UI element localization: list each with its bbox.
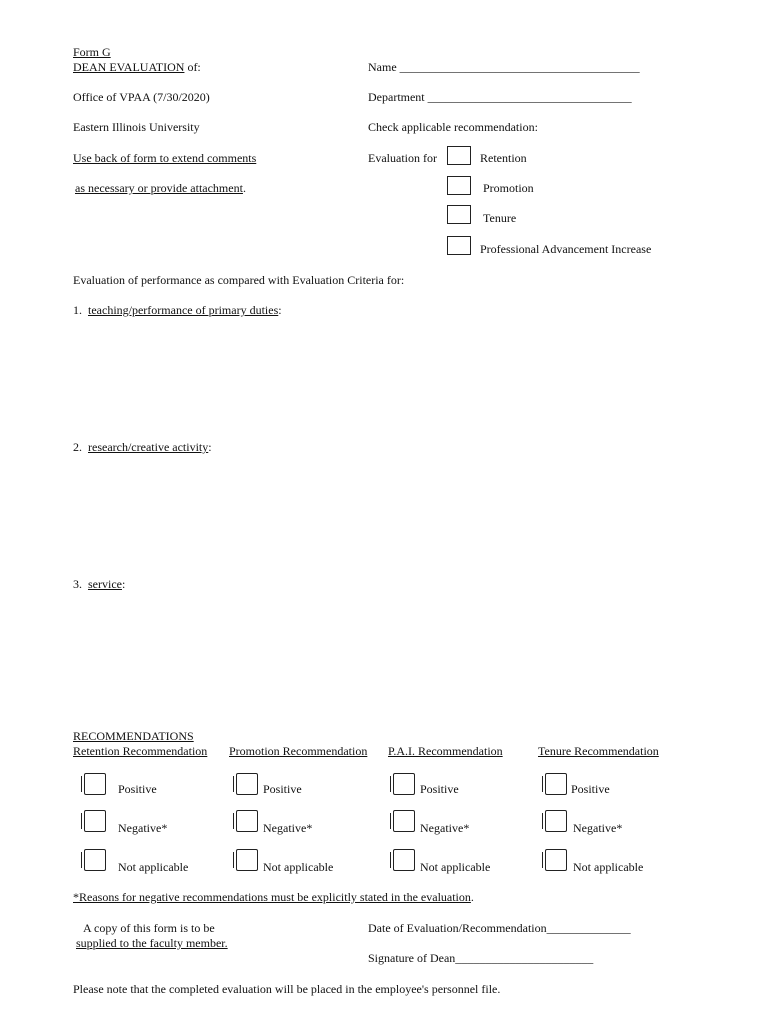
- retention-checkbox[interactable]: [447, 146, 471, 165]
- tenure-not-applicable-checkbox[interactable]: [545, 849, 567, 871]
- pai-checkbox[interactable]: [447, 236, 471, 255]
- copy-notice-line-2: supplied to the faculty member.: [76, 936, 228, 950]
- promotion-negative-label: Negative*: [263, 821, 313, 835]
- negative-footnote-text: *Reasons for negative recommendations must be explicitly stated in the evaluation: [73, 890, 471, 904]
- retention-positive-checkbox[interactable]: [84, 773, 106, 795]
- university-label: Eastern Illinois University: [73, 120, 200, 134]
- form-title: [73, 60, 201, 74]
- retention-negative-checkbox[interactable]: [84, 810, 106, 832]
- promotion-positive-checkbox[interactable]: [236, 773, 258, 795]
- promotion-option-label: Promotion: [483, 181, 534, 195]
- pai-negative-checkbox[interactable]: [393, 810, 415, 832]
- personnel-file-note: Please note that the completed evaluation will be placed in the employee's personnel file.: [73, 982, 501, 996]
- date-of-evaluation-field[interactable]: Date of Evaluation/Recommendation______________: [368, 921, 631, 935]
- promotion-positive-label: Positive: [263, 782, 302, 796]
- tenure-recommendation-heading: Tenure Recommendation: [538, 744, 659, 758]
- tenure-checkbox[interactable]: [447, 205, 471, 224]
- office-label: Office of VPAA (7/30/2020): [73, 90, 210, 104]
- comment-instruction-2-period: .: [242, 181, 246, 195]
- pai-not-applicable-label: Not applicable: [420, 860, 491, 874]
- pai-option-label: Professional Advancement Increase: [480, 242, 652, 256]
- retention-recommendation-heading: Retention Recommendation: [73, 744, 208, 758]
- pai-negative-label: Negative*: [420, 821, 470, 835]
- criteria-item-teaching: [73, 303, 282, 317]
- check-applicable-label: Check applicable recommendation:: [368, 120, 538, 134]
- criteria-label: service: [88, 577, 122, 591]
- pai-positive-label: Positive: [420, 782, 459, 796]
- pai-recommendation-heading: P.A.I. Recommendation: [388, 744, 503, 758]
- pai-positive-checkbox[interactable]: [393, 773, 415, 795]
- promotion-not-applicable-label: Not applicable: [263, 860, 334, 874]
- criteria-number: 3.: [73, 577, 82, 591]
- retention-negative-label: Negative*: [118, 821, 168, 835]
- recommendations-title: RECOMMENDATIONS: [73, 729, 194, 743]
- pai-not-applicable-checkbox[interactable]: [393, 849, 415, 871]
- tenure-negative-checkbox[interactable]: [545, 810, 567, 832]
- tenure-positive-checkbox[interactable]: [545, 773, 567, 795]
- retention-option-label: Retention: [480, 151, 527, 165]
- tenure-option-label: Tenure: [483, 211, 517, 225]
- criteria-number: 1.: [73, 303, 82, 317]
- criteria-suffix: :: [208, 440, 212, 454]
- comment-instruction-2-text: as necessary or provide attachment: [75, 181, 243, 195]
- department-field[interactable]: Department __________________________________: [368, 90, 632, 104]
- comment-instruction-2: [75, 181, 246, 195]
- retention-not-applicable-checkbox[interactable]: [84, 849, 106, 871]
- criteria-number: 2.: [73, 440, 82, 454]
- form-title-main: DEAN EVALUATION: [73, 60, 185, 74]
- tenure-not-applicable-label: Not applicable: [573, 860, 644, 874]
- comment-instruction-1: Use back of form to extend comments: [73, 151, 257, 165]
- promotion-negative-checkbox[interactable]: [236, 810, 258, 832]
- name-field[interactable]: Name ________________________________________: [368, 60, 640, 74]
- tenure-negative-label: Negative*: [573, 821, 623, 835]
- copy-notice-line-1: A copy of this form is to be: [83, 921, 215, 935]
- form-title-suffix: of:: [184, 60, 201, 74]
- criteria-label: research/creative activity: [88, 440, 209, 454]
- promotion-not-applicable-checkbox[interactable]: [236, 849, 258, 871]
- dean-signature-field[interactable]: Signature of Dean_______________________: [368, 951, 594, 965]
- evaluation-for-label: Evaluation for: [368, 151, 437, 165]
- criteria-label: teaching/performance of primary duties: [88, 303, 279, 317]
- tenure-positive-label: Positive: [571, 782, 610, 796]
- negative-footnote: [73, 890, 474, 904]
- criteria-suffix: :: [121, 577, 126, 591]
- promotion-checkbox[interactable]: [447, 176, 471, 195]
- negative-footnote-period: .: [470, 890, 474, 904]
- criteria-suffix: :: [278, 303, 282, 317]
- criteria-item-service: [73, 577, 125, 591]
- retention-not-applicable-label: Not applicable: [118, 860, 189, 874]
- criteria-item-research: [73, 440, 212, 454]
- retention-positive-label: Positive: [118, 782, 157, 796]
- criteria-intro: Evaluation of performance as compared with Evaluation Criteria for:: [73, 273, 405, 287]
- form-id: Form G: [73, 45, 111, 59]
- promotion-recommendation-heading: Promotion Recommendation: [229, 744, 368, 758]
